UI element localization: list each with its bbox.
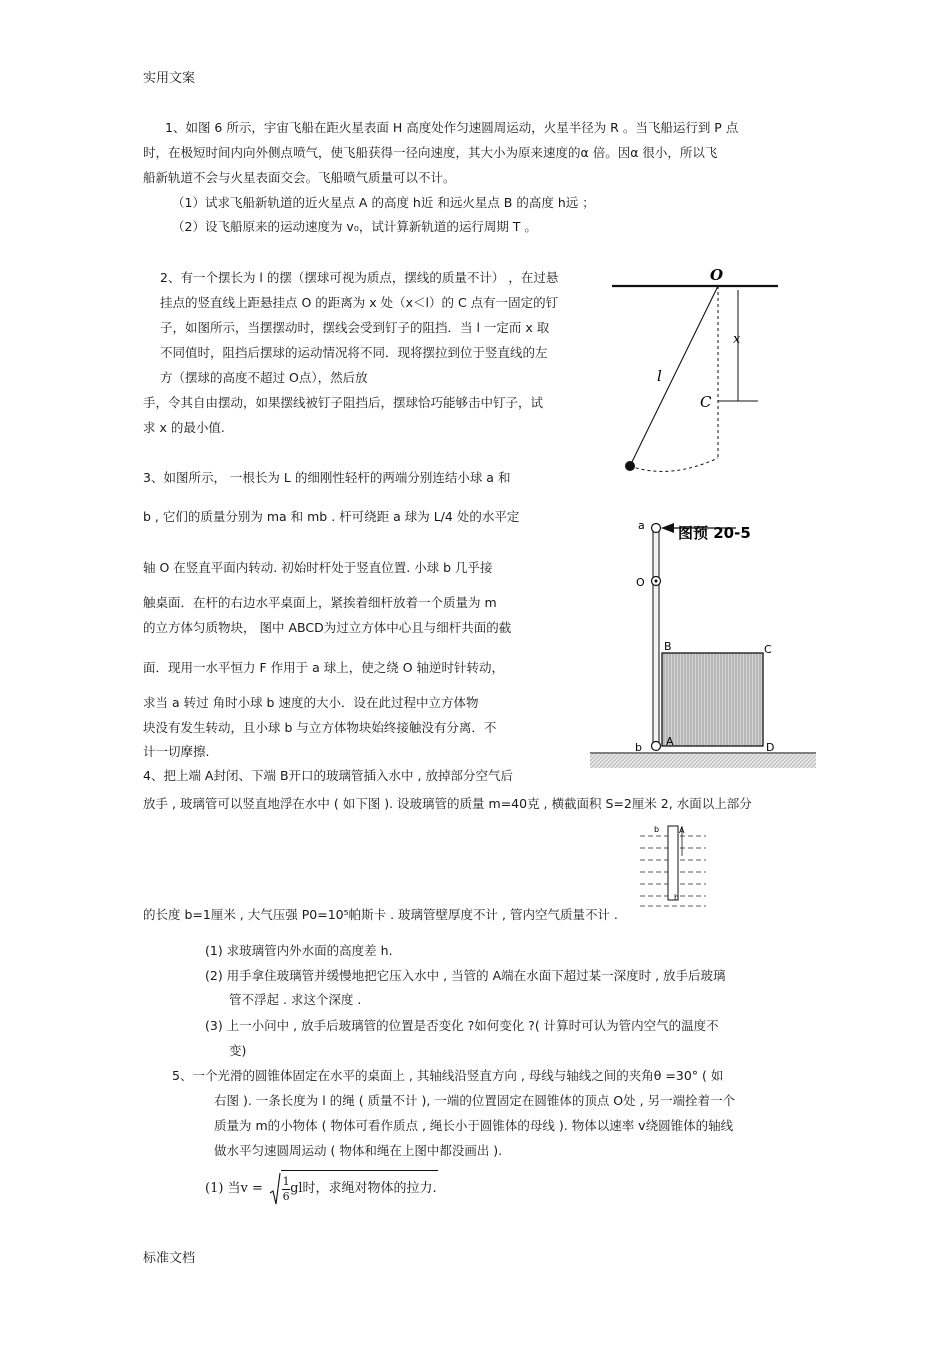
q4-sub: (1) 求玻璃管内外水面的高度差 h. [205, 943, 393, 958]
ball-b [652, 742, 661, 751]
force-arrowhead [661, 523, 674, 533]
label-c: C [700, 393, 712, 411]
page-footer: 标准文档 [143, 1251, 196, 1266]
q5-line: 做水平匀速圆周运动 ( 物体和绳在上图中都没画出 ). [214, 1143, 503, 1158]
q4-sub: 管不浮起 . 求这个深度 . [229, 992, 362, 1007]
q1-line: 时，在极短时间内向外侧点喷气，使飞船获得一径向速度，其大小为原来速度的α 倍。因α 很小，所以飞 [143, 145, 718, 160]
table-surface [590, 754, 816, 768]
label-D: D [766, 741, 775, 754]
label-A: A [666, 735, 674, 748]
q5-sub1-prefix: (1) 当v = [205, 1180, 263, 1196]
q2-line: 子，如图所示，当摆摆动时，摆线会受到钉子的阻挡．当 l 一定而 x 取 [160, 320, 550, 335]
sqrt-radicand [281, 1170, 438, 1208]
q3-line: 块没有发生转动，且小球 b 与立方体物块始终接触没有分离．不 [143, 720, 497, 735]
label-C: C [764, 643, 772, 656]
q3-line: 的立方体匀质物块， 图中 ABCD为过立方体中心且与细杆共面的截 [143, 620, 512, 635]
sqrt-sign [269, 1171, 281, 1207]
rod [653, 528, 659, 746]
q1-line: 船新轨道不会与火星表面交会。飞船喷气质量可以不计。 [143, 170, 456, 185]
fraction [282, 1175, 290, 1204]
q1-sub: （1）试求飞船新轨道的近火星点 A 的高度 h近 和远火星点 B 的高度 h远 ； [172, 195, 595, 210]
q5-sub1 [205, 1170, 438, 1208]
q4-sub: 变) [229, 1043, 247, 1058]
pendulum-bob [625, 461, 635, 471]
label-h: h [674, 893, 680, 902]
q2-line: 不同值时，阻挡后摆球的运动情况将不同．现将摆拉到位于竖直线的左 [160, 345, 548, 360]
q3-line: 轴 O 在竖直平面内转动. 初始时杆处于竖直位置. 小球 b 几乎接 [143, 560, 493, 575]
q4-line: 4、把上端 A封闭、下端 B开口的玻璃管插入水中 , 放掉部分空气后 [143, 768, 513, 783]
figure-caption: 图预 20-5 [678, 524, 751, 542]
q5-line: 右图 ). 一条长度为 l 的绳 ( 质量不计 ), 一端的位置固定在圆锥体的顶点 O处 , 另一端拴着一个 [214, 1093, 736, 1108]
ball-a [652, 524, 661, 533]
q5-line: 质量为 m的小物体 ( 物体可看作质点 , 绳长小于圆锥体的母线 ). 物体以速率 v绕圆锥体的轴线 [214, 1118, 734, 1133]
q3-line: 触桌面．在杆的右边水平桌面上，紧挨着细杆放着一个质量为 m [143, 595, 497, 610]
q4-sub: (2) 用手拿住玻璃管并缓慢地把它压入水中 , 当管的 A端在水面下超过某一深度时 , 放手后玻璃 [205, 968, 726, 983]
pivot-center [655, 580, 658, 583]
tube-figure [636, 820, 710, 912]
q3-line: 面．现用一水平恒力 F 作用于 a 球上，使之绕 O 轴逆时针转动， [143, 660, 505, 675]
q3-line: b , 它们的质量分别为 ma 和 mb . 杆可绕距 a 球为 L/4 处的水平定 [143, 509, 520, 524]
rod-cube-figure [588, 515, 820, 773]
q4-sub: (3) 上一小问中 , 放手后玻璃管的位置是否变化 ?如何变化 ?( 计算时可认为管内空气的温度不 [205, 1018, 719, 1033]
q3-line: 3、如图所示， 一根长为 L 的细刚性轻杆的两端分别连结小球 a 和 [143, 470, 511, 485]
page-header: 实用文案 [143, 71, 196, 86]
q5-sub1-suffix: gl时，求绳对物体的拉力. [290, 1181, 437, 1196]
q2-line: 挂点的竖直线上距悬挂点 O 的距离为 x 处（x＜l）的 C 点有一固定的钉 [160, 295, 559, 310]
q1-sub: （2）设飞船原来的运动速度为 v₀，试计算新轨道的运行周期 T 。 [172, 219, 537, 234]
label-b: b [635, 741, 642, 754]
q2-line: 手，令其自由摆动，如果摆线被钉子阻挡后，摆球恰巧能够击中钉子，试 [143, 395, 544, 410]
pendulum-string [630, 286, 718, 466]
fraction-denominator: 6 [282, 1189, 290, 1203]
q5-line: 5、一个光滑的圆锥体固定在水平的桌面上 , 其轴线沿竖直方向 , 母线与轴线之间的夹角θ =30° ( 如 [172, 1068, 724, 1083]
label-a: a [638, 519, 645, 532]
q1-line: 1、如图 6 所示，宇宙飞船在距火星表面 H 高度处作匀速圆周运动，火星半径为 R 。当飞船运行到 P 点 [165, 120, 739, 135]
label-o: O [636, 576, 645, 589]
q2-line: 方（摆球的高度不超过 O点），然后放 [160, 370, 368, 385]
label-o: O [710, 266, 724, 284]
label-x: x [733, 332, 741, 347]
label-B: B [664, 640, 672, 653]
fraction-numerator: 1 [282, 1174, 290, 1188]
q3-line: 计一切摩擦. [143, 744, 210, 759]
q2-line: 求 x 的最小值. [143, 420, 225, 435]
swing-arc [630, 458, 718, 471]
sqrt-expression [269, 1170, 438, 1208]
q3-line: 求当 a 转过 角时小球 b 速度的大小．设在此过程中立方体物 [143, 695, 479, 710]
cube-block [662, 653, 763, 746]
label-A: A [679, 826, 685, 835]
q2-line: 2、有一个摆长为 l 的摆（摆球可视为质点，摆线的质量不计） ，在过悬 [160, 270, 559, 285]
q4-line: 的长度 b=1厘米 , 大气压强 P0=10⁵帕斯卡 . 玻璃管壁厚度不计 , 管内空气质量不计 . [143, 907, 618, 922]
q4-line: 放手 , 玻璃管可以竖直地浮在水中 ( 如下图 ). 设玻璃管的质量 m=40克 , 横截面积 S=2厘米 2, 水面以上部分 [143, 796, 752, 811]
label-b: b [654, 825, 660, 834]
glass-tube [668, 826, 678, 900]
pendulum-figure [600, 258, 790, 478]
label-l: l [657, 367, 662, 385]
